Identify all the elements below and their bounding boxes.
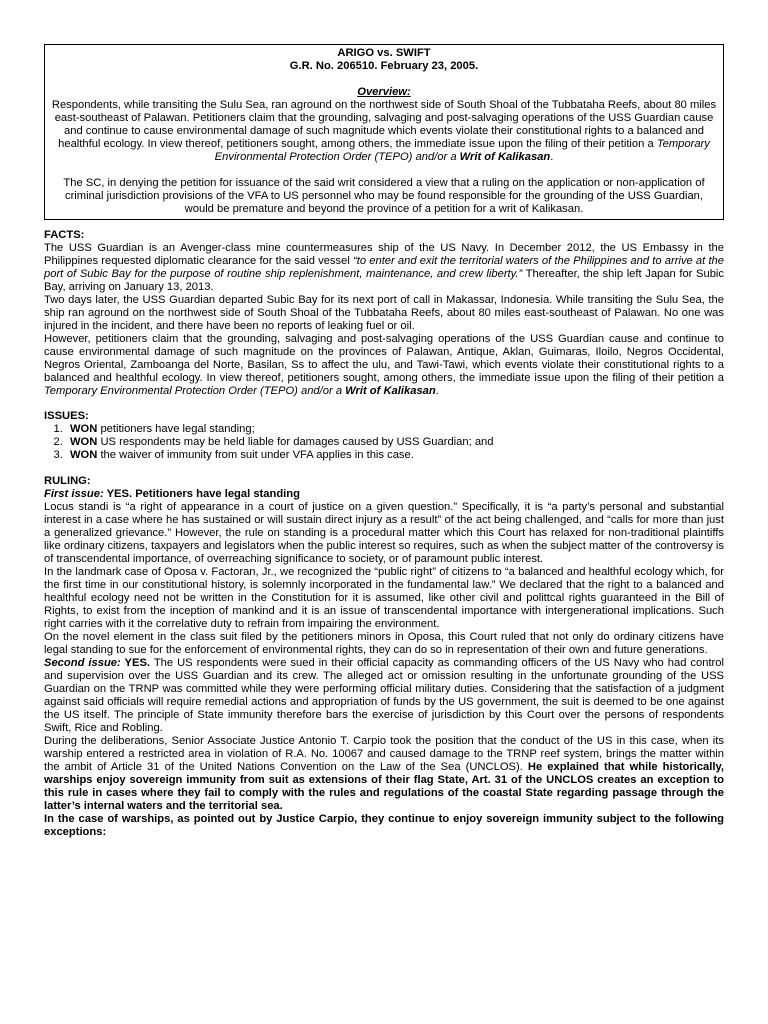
list-item: 1. WON petitioners have legal standing;: [66, 423, 724, 436]
document-page: [44, 44, 724, 839]
issues-heading: ISSUES:: [44, 410, 89, 422]
list-item: 3. WON the waiver of immunity from suit under VFA applies in this case.: [66, 449, 724, 462]
second-issue-paragraph-2: During the deliberations, Senior Associate Justice Antonio T. Carpio took the position that the conduct of the US in this case, when its warship entered a restricted area in violation of R.A. No. 10067 and caused damage to the TRNP reef system, brings the matter within the ambit of Article 31 of the United Nations Convention on the Law of the Sea (UNCLOS). He explained that while historically, warships enjoy sovereign immunity from suit as extensions of their flag State, Art. 31 of the UNCLOS creates an exception to this rule in cases where they fail to comply with the rules and regulations of the coastal State regarding passage through the latter’s internal waters and the territorial sea.: [44, 735, 724, 812]
facts-paragraph-2: Two days later, the USS Guardian departed Subic Bay for its next port of call in Makassar, Indonesia. While transiting the Sulu Sea, the ship ran aground on the northwest side of South Shoal of the Tubbataha Reefs, about 80 miles east-southeast of Palawan. No one was injured in the incident, and there have been no reports of leaking fuel or oil.: [44, 294, 724, 332]
case-summary-box: [44, 44, 724, 220]
first-issue-heading: First issue: YES. Petitioners have legal standing: [44, 488, 300, 500]
overview-heading: Overview:: [357, 86, 411, 98]
facts-paragraph-1: The USS Guardian is an Avenger-class mine countermeasures ship of the US Navy. In December 2012, the US Embassy in the Philippines requested diplomatic clearance for the said vessel “to enter and exit the territorial waters of the Philippines and to arrive at the port of Subic Bay for the purpose of routine ship replenishment, maintenance, and crew liberty.” Thereafter, the ship left Japan for Subic Bay, arriving on January 13, 2013.: [44, 242, 724, 293]
second-issue-paragraph-1: Second issue: YES. The US respondents were sued in their official capacity as commanding officers of the US Navy who had control and supervision over the USS Guardian and its crew. The alleged act or omission resulting in the unfortunate grounding of the USS Guardian on the TRNP was committed while they were performing official military duties. Considering that the satisfaction of a judgment against said officials will require remedial actions and appropriation of funds by the US government, the suit is deemed to be one against the US itself. The principle of State immunity therefore bars the exercise of jurisdiction by this Court over the persons of respondents Swift, Rice and Robling.: [44, 657, 724, 734]
first-issue-paragraph-1: Locus standi is “a right of appearance in a court of justice on a given question.” Specifically, it is “a party’s personal and substantial interest in a case where he has sustained or will sustain direct injury as a result” of the act being challenged, and “calls for more than just a generalized grievance.” However, the rule on standing is a procedural matter which this Court has relaxed for non-traditional plaintiffs like ordinary citizens, taxpayers and legislators when the public interest so requires, such as when the subject matter of the controversy is of transcendental importance, of overreaching significance to society, or of paramount public interest.: [44, 501, 724, 565]
overview-paragraph-2: The SC, in denying the petition for issuance of the said writ considered a view that a ruling on the application or non-application of criminal jurisdiction provisions of the VFA to US personnel who may be found responsible for the grounding of the USS Guardian, would be premature and beyond the province of a petition for a writ of Kalikasan.: [63, 177, 705, 215]
second-issue-paragraph-3: In the case of warships, as pointed out by Justice Carpio, they continue to enjoy sovereign immunity subject to the following exceptions:: [44, 813, 724, 838]
case-citation: G.R. No. 206510. February 23, 2005.: [289, 60, 479, 72]
case-title: ARIGO vs. SWIFT: [337, 47, 431, 59]
ruling-heading: RULING:: [44, 475, 91, 487]
list-item: 2. WON US respondents may be held liable for damages caused by USS Guardian; and: [66, 436, 724, 449]
facts-paragraph-3: However, petitioners claim that the grounding, salvaging and post-salvaging operations of the USS Guardian cause and continue to cause environmental damage of such magnitude on the provinces of Palawan, Antique, Aklan, Guimaras, Iloilo, Negros Occidental, Negros Oriental, Zamboanga del Norte, Basilan, Ss to affect the ulu, and Tawi-Tawi, which events violate their constitutional rights to a balanced and healthful ecology. In view thereof, petitioners sought, among others, the immediate issue upon the filing of their petition a Temporary Environmental Protection Order (TEPO) and/or a Writ of Kalikasan.: [44, 333, 724, 397]
first-issue-paragraph-2: In the landmark case of Oposa v. Factoran, Jr., we recognized the “public right” of citizens to “a balanced and healthful ecology which, for the first time in our constitutional history, is solemnly incorporated in the fundamental law.” We declared that the right to a balanced and healthful ecology need not be written in the Constitution for it is assumed, like other civil and polittcal rights guaranteed in the Bill of Rights, to exist from the inception of mankind and it is an issue of transcendental importance with intergenerational implications. Such right carries with it the correlative duty to refrain from impairing the environment.: [44, 566, 724, 630]
facts-heading: FACTS:: [44, 229, 85, 241]
issues-list: [44, 423, 724, 462]
overview-paragraph-1: Respondents, while transiting the Sulu Sea, ran aground on the northwest side of South Shoal of the Tubbataha Reefs, about 80 miles east-southeast of Palawan. Petitioners claim that the grounding, salvaging and post-salvaging operations of the USS Guardian cause and continue to cause environmental damage of such magnitude which events violate their constitutional rights to a balanced and healthful ecology. In view thereof, petitioners sought, among others, the immediate issue upon the filing of their petition a Temporary Environmental Protection Order (TEPO) and/or a Writ of Kalikasan.: [51, 99, 717, 163]
first-issue-paragraph-3: On the novel element in the class suit filed by the petitioners minors in Oposa, this Court ruled that not only do ordinary citizens have legal standing to sue for the enforcement of environmental rights, they can do so in representation of their own and future generations.: [44, 631, 724, 656]
